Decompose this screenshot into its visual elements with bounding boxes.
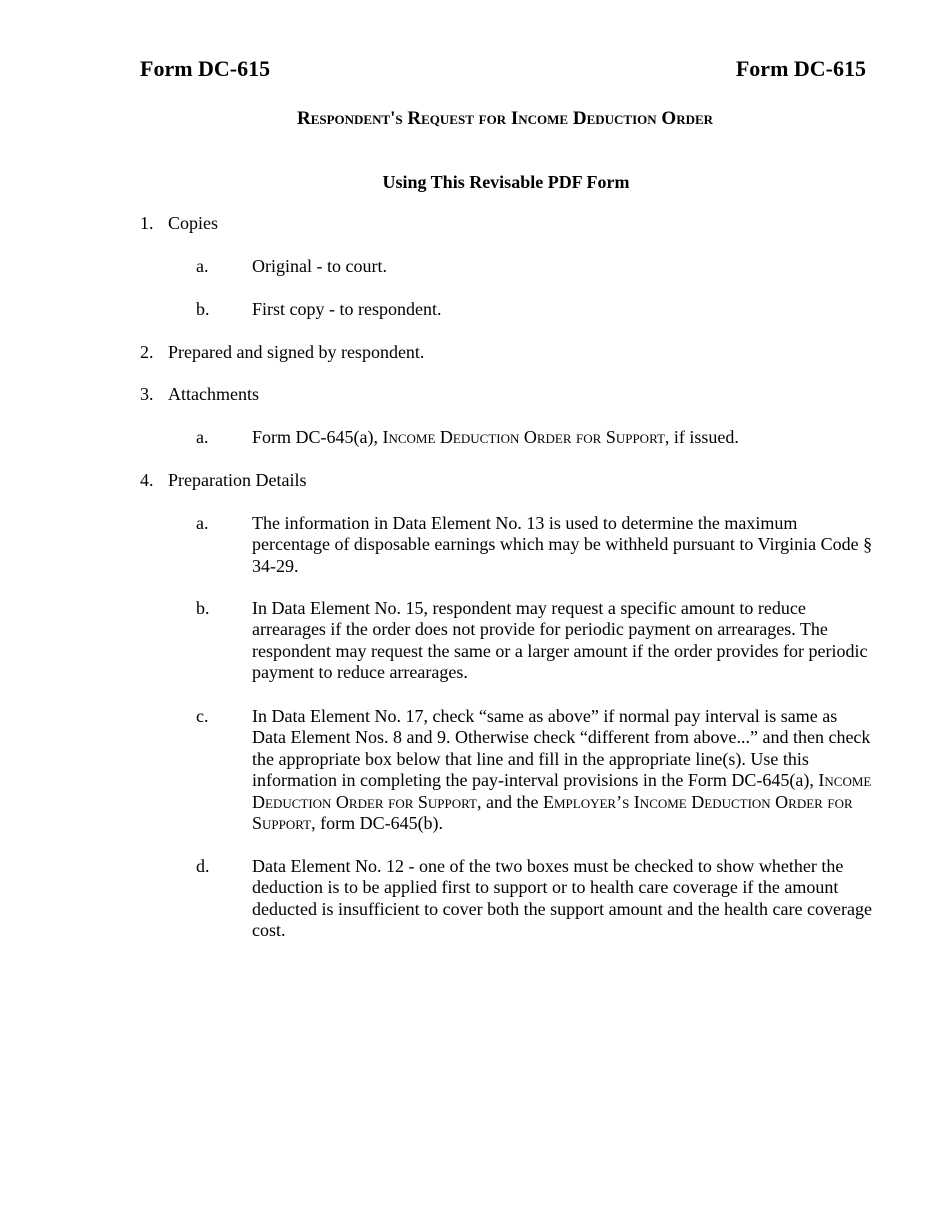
title-w6-rest: rder bbox=[676, 108, 714, 129]
section-4d-letter: d. bbox=[196, 856, 210, 876]
section-4c-form-title-2: Employer’s Income Deduction Order for Support bbox=[252, 791, 853, 834]
section-2-number: 2. bbox=[140, 342, 154, 362]
section-1a-text: Original - to court. bbox=[252, 256, 387, 276]
section-4-number: 4. bbox=[140, 470, 154, 490]
title-w5-rest: eduction bbox=[586, 108, 657, 129]
section-4-label: Preparation Details bbox=[168, 470, 307, 490]
section-1b-text: First copy - to respondent. bbox=[252, 299, 442, 319]
section-3a-text bbox=[252, 427, 874, 448]
title-w4-cap: I bbox=[510, 108, 519, 129]
document-title bbox=[0, 107, 950, 131]
section-4c-pre: In Data Element No. 17, check “same as above” if normal pay interval is same as Data Element Nos. 8 and 9. Otherwise check “different from above...” and then check the appropriate box below that line and fill in the appropriate line(s). Use this information in completing the pay-interval provisions in the Form DC-645(a), bbox=[252, 706, 871, 791]
section-4c-letter: c. bbox=[196, 706, 209, 726]
section-2-label: Prepared and signed by respondent. bbox=[168, 342, 425, 362]
form-number-left: Form DC-615 bbox=[140, 56, 271, 81]
section-4c-mid: , and the bbox=[476, 791, 543, 812]
section-3a-post: , if issued. bbox=[664, 427, 739, 447]
form-number-right: Form DC-615 bbox=[735, 56, 866, 81]
section-4b-text: In Data Element No. 15, respondent may request a specific amount to reduce arrearages if the order does not provide for periodic payment on arrearages. The respondent may request the same or a larger amount if the order provides for periodic payment to reduce arrearages. bbox=[252, 598, 868, 683]
section-3-label: Attachments bbox=[168, 384, 259, 404]
document-subtitle: Using This Revisable PDF Form bbox=[382, 172, 630, 192]
section-1-label: Copies bbox=[168, 213, 219, 233]
section-3a-letter: a. bbox=[196, 427, 209, 447]
section-1a-letter: a. bbox=[196, 256, 209, 276]
section-4d-text: Data Element No. 12 - one of the two boxes must be checked to show whether the deduction is to be applied first to support or to health care coverage if the amount deducted is insufficient to cover both the support amount and the health care coverage cost. bbox=[252, 856, 872, 941]
section-4a-text: The information in Data Element No. 13 is used to determine the maximum percentage of disposable earnings which may be withheld pursuant to Virginia Code § 34-29. bbox=[252, 513, 873, 576]
title-w2-cap: R bbox=[407, 108, 422, 129]
section-4c-post: , form DC-645(b). bbox=[311, 813, 444, 834]
title-w5-cap: D bbox=[572, 108, 587, 129]
title-w2-rest: equest bbox=[421, 108, 474, 129]
section-3-number: 3. bbox=[140, 384, 154, 404]
section-3a-pre: Form DC-645(a), bbox=[252, 427, 383, 447]
section-1-number: 1. bbox=[140, 213, 154, 233]
title-w1-rest: espondent's bbox=[310, 108, 403, 129]
title-w3: for bbox=[478, 108, 507, 129]
section-3a-form-title: Income Deduction Order for Support bbox=[382, 427, 665, 447]
section-4b-letter: b. bbox=[196, 598, 210, 618]
section-4c-text bbox=[252, 706, 874, 834]
section-4a-letter: a. bbox=[196, 513, 209, 533]
section-4c-form-title-1: Income Deduction Order for Support bbox=[252, 770, 872, 812]
title-w1-cap: R bbox=[296, 108, 311, 129]
section-1b-letter: b. bbox=[196, 299, 210, 319]
title-w6-cap: O bbox=[661, 108, 677, 129]
title-w4-rest: ncome bbox=[518, 108, 569, 129]
